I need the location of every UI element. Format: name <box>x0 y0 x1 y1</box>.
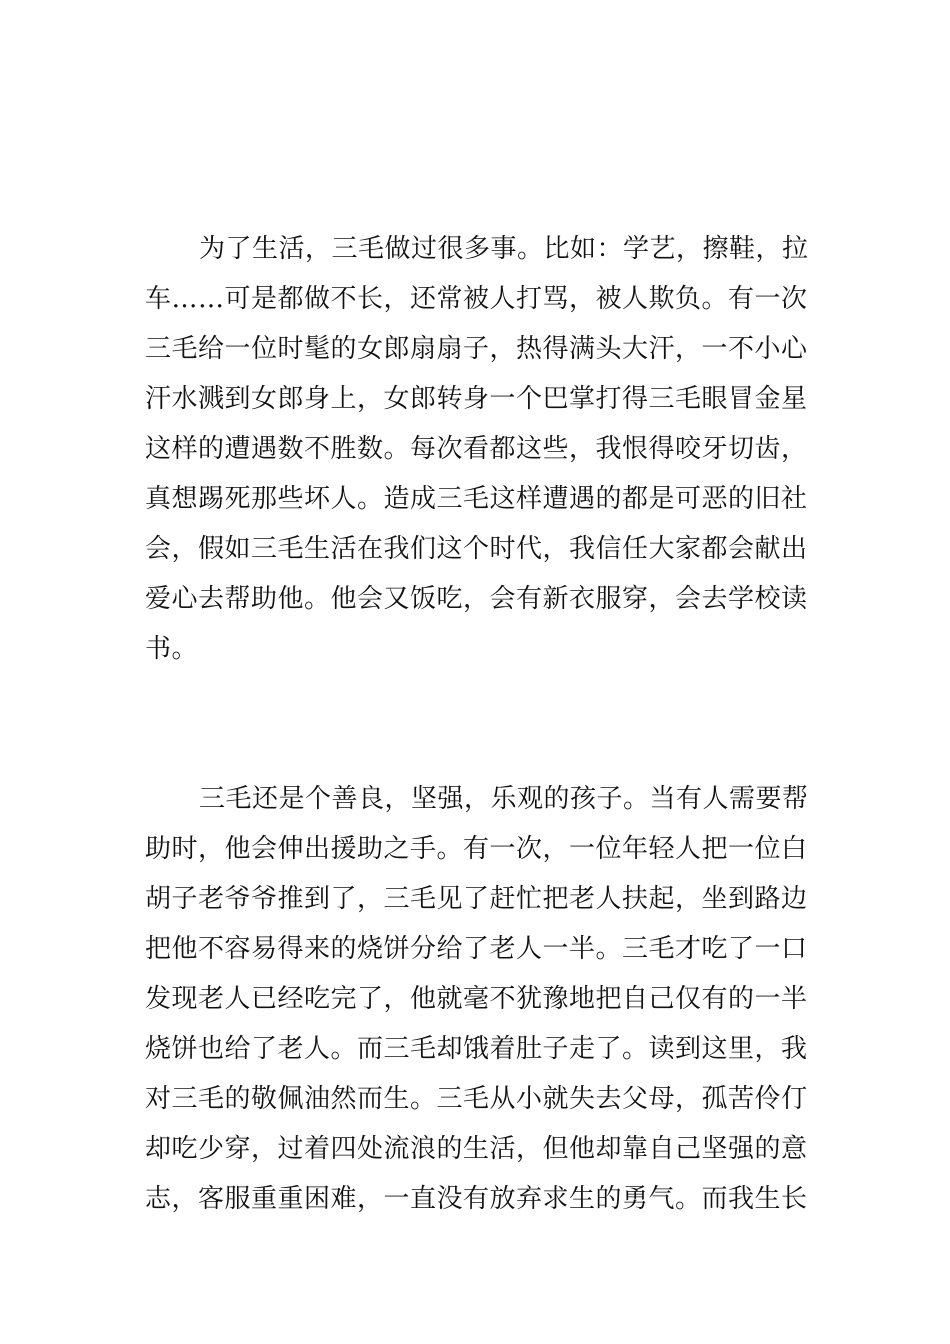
paragraph-line: 烧饼也给了老人。而三毛却饿着肚子走了。读到这里，我 <box>145 1034 808 1064</box>
paragraph-line: 汗水溅到女郎身上，女郎转身一个巴掌打得三毛眼冒金星 <box>145 384 808 414</box>
paragraph-line: 志，客服重重困难，一直没有放弃求生的勇气。而我生长 <box>145 1184 808 1214</box>
paragraph-line: 真想踢死那些坏人。造成三毛这样遭遇的都是可恶的旧社 <box>145 484 808 514</box>
paragraph-line: 为了生活，三毛做过很多事。比如：学艺，擦鞋，拉 <box>199 234 809 264</box>
paragraph-line: 会，假如三毛生活在我们这个时代，我信任大家都会献出 <box>145 534 808 564</box>
paragraph-line: 三毛给一位时髦的女郎扇扇子，热得满头大汗，一不小心 <box>145 334 808 364</box>
paragraph-line: 助时，他会伸出援助之手。有一次，一位年轻人把一位白 <box>145 834 808 864</box>
paragraph-2 <box>145 779 807 1229</box>
paragraph-1 <box>145 229 807 679</box>
paragraph-line: 这样的遭遇数不胜数。每次看都这些，我恨得咬牙切齿， <box>145 434 808 464</box>
paragraph-line: 发现老人已经吃完了，他就毫不犹豫地把自己仅有的一半 <box>145 984 808 1014</box>
paragraph-line: 却吃少穿，过着四处流浪的生活，但他却靠自己坚强的意 <box>145 1134 808 1164</box>
paragraph-line: 书。 <box>145 634 199 664</box>
paragraph-line: 把他不容易得来的烧饼分给了老人一半。三毛才吃了一口 <box>145 934 808 964</box>
paragraph-line: 对三毛的敬佩油然而生。三毛从小就失去父母，孤苦伶仃 <box>145 1084 808 1114</box>
paragraph-line: 三毛还是个善良，坚强，乐观的孩子。当有人需要帮 <box>199 784 809 814</box>
paragraph-line: 爱心去帮助他。他会又饭吃，会有新衣服穿，会去学校读 <box>145 584 808 614</box>
paragraph-line: 车……可是都做不长，还常被人打骂，被人欺负。有一次 <box>145 284 808 314</box>
paragraph-line: 胡子老爷爷推到了，三毛见了赶忙把老人扶起，坐到路边 <box>145 884 808 914</box>
